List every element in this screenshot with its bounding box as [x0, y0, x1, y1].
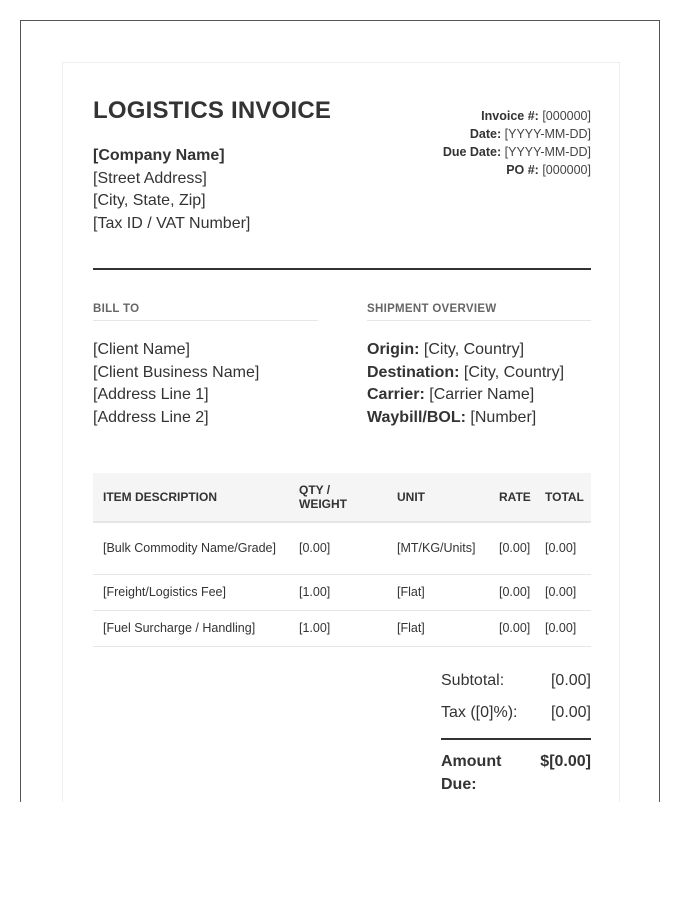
- shipment-origin: [367, 339, 591, 362]
- line-items-table: [93, 473, 591, 647]
- item-rate: [0.00]: [489, 611, 537, 647]
- due-date-label: Due Date:: [442, 145, 502, 159]
- destination-label: Destination:: [367, 363, 460, 381]
- header-qty-weight: [289, 473, 387, 522]
- carrier-label: Carrier:: [367, 386, 425, 403]
- origin-value: [City, Country]: [423, 341, 525, 358]
- item-total: [0.00]: [537, 575, 591, 611]
- item-description: [Freight/Logistics Fee]: [93, 575, 289, 611]
- item-rate: [0.00]: [489, 522, 537, 575]
- header-unit: UNIT: [387, 473, 489, 522]
- header-divider: [93, 268, 591, 270]
- due-date-value: [YYYY-MM-DD]: [504, 145, 591, 159]
- company-street: [Street Address]: [93, 169, 207, 187]
- shipment-lines: [367, 339, 591, 429]
- client-business-name: [Client Business Name]: [93, 363, 260, 381]
- item-unit: [MT/KG/Units]: [387, 522, 489, 575]
- parties-section: [93, 303, 591, 433]
- tax-row: [441, 704, 591, 736]
- po-number-label: PO #:: [506, 163, 539, 177]
- header-total: TOTAL: [537, 473, 591, 522]
- invoice-date-value: [YYYY-MM-DD]: [504, 127, 591, 141]
- company-tax-id: [Tax ID / VAT Number]: [93, 214, 251, 232]
- invoice-meta: [443, 107, 591, 179]
- invoice-page: [62, 62, 620, 802]
- invoice-number-row: [443, 107, 591, 125]
- item-qty: [0.00]: [289, 522, 387, 575]
- item-unit: [Flat]: [387, 611, 489, 647]
- totals-section: [441, 672, 591, 802]
- table-row: [93, 522, 591, 575]
- po-number-row: [443, 161, 591, 179]
- item-description: [Fuel Surcharge / Handling]: [93, 611, 289, 647]
- subtotal-value: [0.00]: [550, 672, 591, 689]
- invoice-number-label: Invoice #:: [481, 109, 539, 123]
- tax-label: Tax ([0]%):: [441, 704, 518, 721]
- carrier-value: [Carrier Name]: [429, 386, 535, 403]
- amount-due-label: Amount Due:: [441, 753, 502, 793]
- table-row: [93, 611, 591, 647]
- header-item-description: ITEM DESCRIPTION: [93, 473, 289, 522]
- subtotal-label: Subtotal:: [441, 672, 505, 689]
- invoice-title: LOGISTICS INVOICE: [93, 97, 332, 124]
- invoice-header: [93, 97, 591, 269]
- bill-to-section: [93, 303, 318, 429]
- item-description: [Bulk Commodity Name/Grade]: [93, 522, 289, 575]
- waybill-label: Waybill/BOL:: [367, 408, 466, 426]
- subtotal-row: [441, 672, 591, 704]
- due-date-row: [443, 143, 591, 161]
- origin-label: Origin:: [367, 341, 420, 358]
- company-name: [Company Name]: [93, 147, 225, 164]
- shipment-overview-section: [367, 303, 591, 429]
- item-total: [0.00]: [537, 522, 591, 575]
- item-qty: [1.00]: [289, 611, 387, 647]
- table-row: [93, 575, 591, 611]
- item-qty: [1.00]: [289, 575, 387, 611]
- shipment-destination: [367, 362, 591, 385]
- waybill-value: [Number]: [470, 408, 537, 426]
- table-header-row: [93, 473, 591, 522]
- company-block: [93, 145, 250, 235]
- invoice-content: [93, 97, 591, 793]
- amount-due-row: [441, 750, 591, 802]
- header-rate: RATE: [489, 473, 537, 522]
- client-name: [Client Name]: [93, 341, 190, 358]
- destination-value: [City, Country]: [463, 363, 565, 381]
- item-rate: [0.00]: [489, 575, 537, 611]
- item-unit: [Flat]: [387, 575, 489, 611]
- invoice-date-label: Date:: [469, 127, 502, 141]
- invoice-number-value: [000000]: [542, 109, 591, 123]
- header-qty-line-2: WEIGHT: [299, 497, 347, 511]
- client-address-line-2: [Address Line 2]: [93, 408, 209, 426]
- document-frame: [20, 20, 660, 802]
- po-number-value: [000000]: [542, 163, 591, 177]
- amount-due-value: $[0.00]: [540, 753, 591, 770]
- client-address-line-1: [Address Line 1]: [93, 386, 209, 403]
- shipment-waybill: [367, 407, 591, 430]
- totals-divider: [441, 738, 591, 740]
- header-qty-line-1: QTY /: [299, 483, 331, 497]
- company-city: [City, State, Zip]: [93, 192, 206, 209]
- shipment-overview-heading: SHIPMENT OVERVIEW: [367, 303, 591, 321]
- bill-to-heading: BILL TO: [93, 303, 318, 321]
- item-total: [0.00]: [537, 611, 591, 647]
- bill-to-lines: [93, 339, 318, 429]
- invoice-date-row: [443, 125, 591, 143]
- shipment-carrier: [367, 384, 591, 407]
- tax-value: [0.00]: [550, 704, 591, 721]
